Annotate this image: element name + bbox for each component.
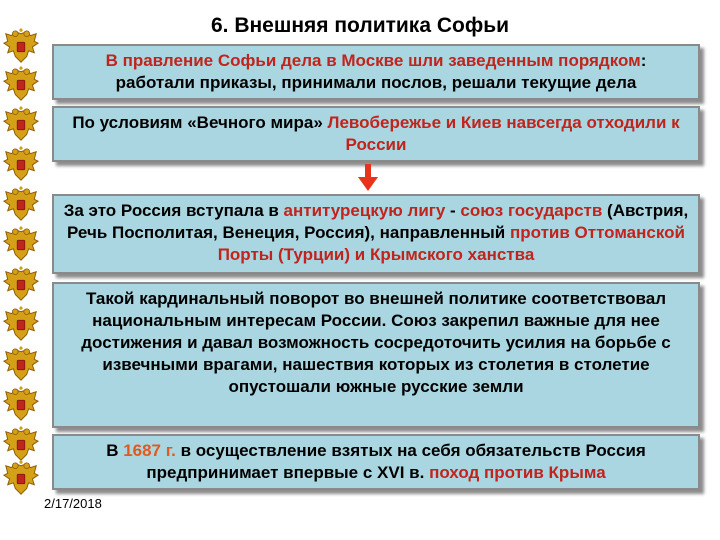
double-headed-eagle-icon xyxy=(2,106,40,144)
box1-line2: работали приказы, принимали послов, решали текущие дела xyxy=(115,73,637,92)
box3-highlight-against: против Оттоманской Порты (Турции) и Крымского ханства xyxy=(217,223,685,264)
box5-highlight-campaign: поход против Крыма xyxy=(429,463,606,482)
box3-highlight-league: антитурецкую лигу xyxy=(283,201,446,220)
box2-text: По условиям «Вечного мира» xyxy=(72,113,328,132)
double-headed-eagle-icon xyxy=(2,386,40,424)
text-box-5 xyxy=(52,434,700,490)
slide-date: 2/17/2018 xyxy=(44,496,102,511)
box3-highlight-union: союз государств xyxy=(460,201,603,220)
box3-text-b: (Австрия, Речь Посполитая, Венеция, Россия), направленный xyxy=(67,201,689,242)
text-box-4 xyxy=(52,282,700,428)
double-headed-eagle-icon xyxy=(2,266,40,304)
double-headed-eagle-icon xyxy=(2,426,40,464)
text-box-2 xyxy=(52,106,700,162)
box5-text-a: В xyxy=(106,441,124,460)
double-headed-eagle-icon xyxy=(2,346,40,384)
text-box-3 xyxy=(52,194,700,274)
double-headed-eagle-icon xyxy=(2,66,40,104)
box4-text: Такой кардинальный поворот во внешней политике соответствовал национальным интересам России. Союз закрепил важные для нее достижения и давал возможность сосредоточить усилия на борьбе с извечными врагами, нашествия которых из столетия в столетие опустошали южные русские земли xyxy=(81,289,671,396)
arrow-down-icon xyxy=(358,164,378,192)
box1-colon: : xyxy=(640,51,647,70)
double-headed-eagle-icon xyxy=(2,306,40,344)
box3-dash: - xyxy=(445,201,461,220)
double-headed-eagle-icon xyxy=(2,146,40,184)
text-box-1 xyxy=(52,44,700,100)
box3-text-a: За это Россия вступала в xyxy=(63,201,284,220)
double-headed-eagle-icon xyxy=(2,186,40,224)
box2-highlight: Левобережье и Киев навсегда отходили к России xyxy=(327,113,680,154)
slide-title: 6. Внешняя политика Софьи xyxy=(210,14,510,37)
double-headed-eagle-icon xyxy=(2,226,40,264)
double-headed-eagle-icon xyxy=(2,28,40,66)
box5-text-b: в осуществление взятых на себя обязательств Россия предпринимает впервые с XVI в. xyxy=(146,441,646,482)
eagle-column xyxy=(2,28,40,498)
box5-highlight-year: 1687 г. xyxy=(123,441,176,460)
box1-highlight: В правление Софьи дела в Москве шли заведенным порядком xyxy=(105,51,641,70)
double-headed-eagle-icon xyxy=(2,460,40,498)
